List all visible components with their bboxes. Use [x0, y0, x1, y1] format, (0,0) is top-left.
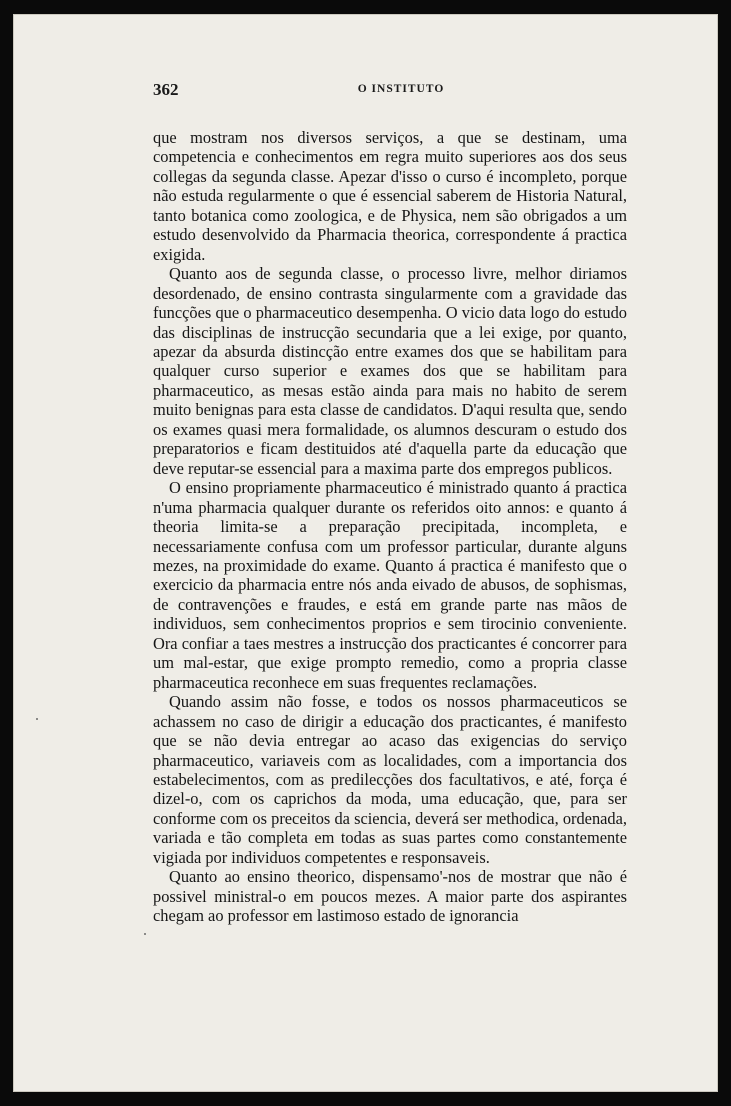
- paper-speck: [144, 933, 146, 935]
- paper-speck: [36, 718, 38, 720]
- paragraph: Quanto ao ensino theorico, dispensamo'-nos de mostrar que não é possivel ministral-o em poucos mezes. A maior parte dos aspirantes chegam ao professor em lastimoso estado de ignorancia: [153, 867, 627, 926]
- page-header: [153, 80, 649, 102]
- paragraph: Quando assim não fosse, e todos os nossos pharmaceuticos se achassem no caso de dirigir a educação dos practicantes, é manifesto que se não devia entregar ao acaso das exigencias do serviço pharmaceutico, variaveis com as localidades, com a importancia dos estabelecimentos, com as predilecções dos facultativos, e até, força é dizel-o, com os caprichos da moda, uma educação, que, para ser conforme com os preceitos da sciencia, deverá ser methodica, ordenada, variada e tão completa em todas as suas partes como constantemente vigiada por individuos competentes e responsaveis.: [153, 692, 627, 867]
- paragraph: Quanto aos de segunda classe, o processo livre, melhor diriamos desordenado, de ensino contrasta singularmente com a gravidade das funcções que o pharmaceutico desempenha. O vicio data logo do estudo das disciplinas de instrucção secundaria que a lei exige, por quanto, apezar da absurda distincção entre exames dos que se habilitam para qualquer curso superior e exames dos que se habilitam para pharmaceutico, as mesas estão ainda para mais no habito de serem muito benignas para esta classe de candidatos. D'aqui resulta que, sendo os exames quasi mera formalidade, os alumnos descuram o estudo dos preparatorios e ficam destituidos até d'aquella parte da educação que deve reputar-se essencial para a maxima parte dos empregos publicos.: [153, 264, 627, 478]
- body-text: [153, 128, 627, 926]
- running-title: O INSTITUTO: [357, 83, 445, 95]
- page-number: 362: [153, 80, 179, 99]
- paragraph: O ensino propriamente pharmaceutico é ministrado quanto á practica n'uma pharmacia qualquer durante os referidos oito annos: e quanto á theoria limita-se a preparação precipitada, incompleta, e necessariamente confusa com um professor particular, durante alguns mezes, na proximidade do exame. Quanto á practica é manifesto que o exercicio da pharmacia entre nós anda eivado de abusos, de sophismas, de contravenções e fraudes, e está em grande parte nas mãos de individuos, sem conhecimentos proprios e sem tirocinio conveniente. Ora confiar a taes mestres a instrucção dos practicantes é concorrer para um mal-estar, que exige prompto remedio, como a propria classe pharmaceutica reconhece em suas frequentes reclamações.: [153, 478, 627, 692]
- paragraph: que mostram nos diversos serviços, a que se destinam, uma competencia e conhecimentos em regra muito superiores aos dos seus collegas da segunda classe. Apezar d'isso o curso é incompleto, porque não estuda regularmente o que é essencial saberem de Historia Natural, tanto botanica como zoologica, e de Physica, nem são obrigados a um estudo desenvolvido da Pharmacia theorica, correspondente á practica exigida.: [153, 128, 627, 264]
